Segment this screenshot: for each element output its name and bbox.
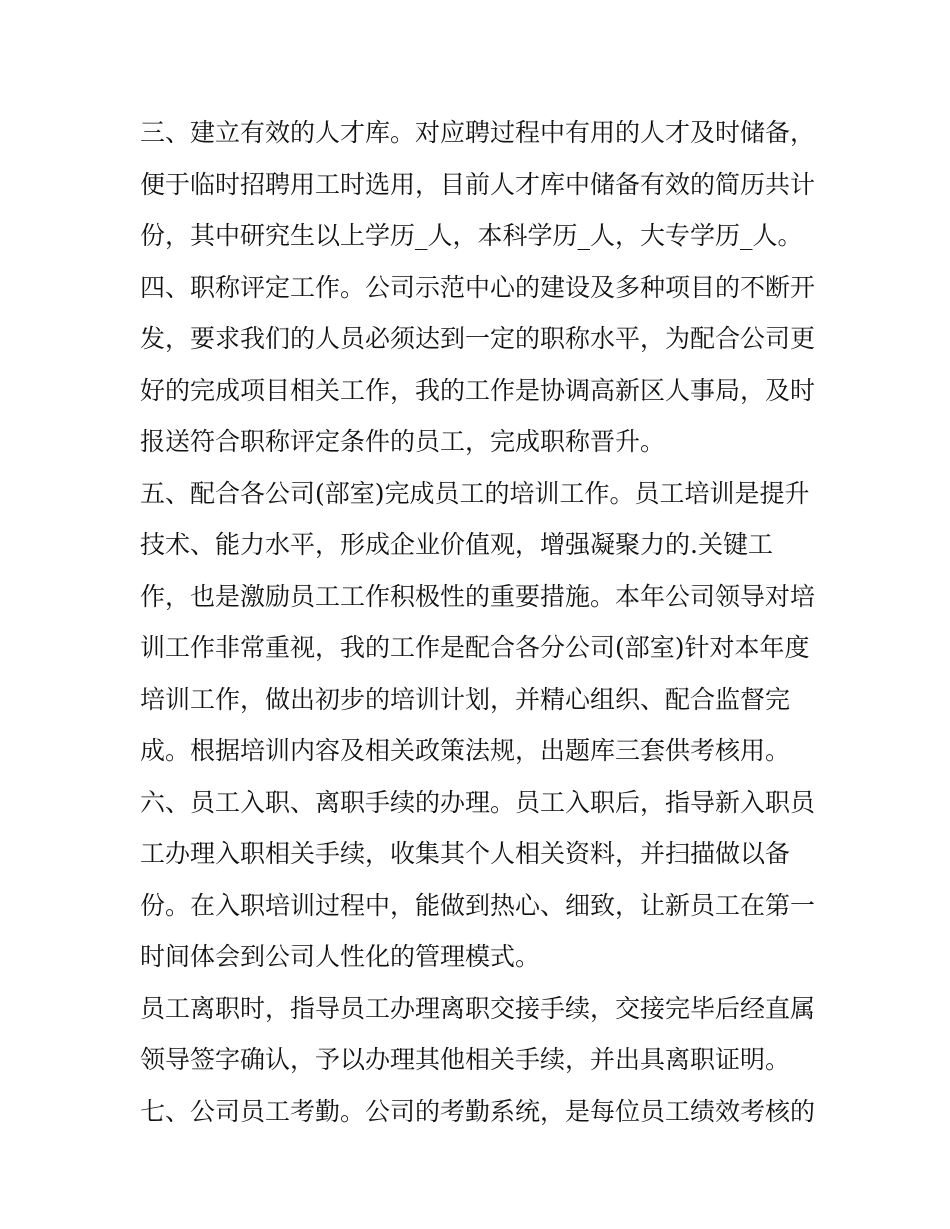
text-line: 三、建立有效的人才库。对应聘过程中有用的人才及时储备， [140,118,816,147]
text-line: 发，要求我们的人员必须达到一定的职称水平，为配合公司更 [140,324,816,353]
text-line: 成。根据培训内容及相关政策法规，出题库三套供考核用。 [140,736,791,765]
document-body [140,107,820,1137]
text-line: 七、公司员工考勤。公司的考勤系统，是每位员工绩效考核的 [140,1096,816,1126]
text-line: 好的完成项目相关工作，我的工作是协调高新区人事局，及时 [140,375,816,405]
text-line: 五、配合各公司(部室)完成员工的培训工作。员工培训是提升 [140,478,810,508]
text-line: 领导签字确认，予以办理其他相关手续，并出具离职证明。 [140,1045,791,1074]
text-line: 作，也是激励员工工作积极性的重要措施。本年公司领导对培 [140,581,816,611]
text-line: 工办理入职相关手续，收集其个人相关资料，并扫描做以备 [140,839,791,868]
text-line: 四、职称评定工作。公司示范中心的建设及多种项目的不断开 [140,272,816,302]
text-line: 份。在入职培训过程中，能做到热心、细致，让新员工在第一 [140,890,816,920]
text-line: 份，其中研究生以上学历_人，本科学历_人，大专学历_人。 [140,221,803,250]
text-line: 报送符合职称评定条件的员工，完成职称晋升。 [140,427,666,456]
text-line: 六、员工入职、离职手续的办理。员工入职后，指导新入职员 [140,787,816,817]
text-line: 员工离职时，指导员工办理离职交接手续，交接完毕后经直属 [140,993,816,1023]
text-line: 训工作非常重视，我的工作是配合各分公司(部室)针对本年度 [140,633,810,662]
text-line: 培训工作，做出初步的培训计划，并精心组织、配合监督完 [140,684,791,714]
text-line: 技术、能力水平，形成企业价值观，增强凝聚力的.关键工 [140,530,773,559]
text-line: 便于临时招聘用工时选用，目前人才库中储备有效的简历共计 [140,169,816,199]
text-line: 时间体会到公司人性化的管理模式。 [140,942,541,971]
